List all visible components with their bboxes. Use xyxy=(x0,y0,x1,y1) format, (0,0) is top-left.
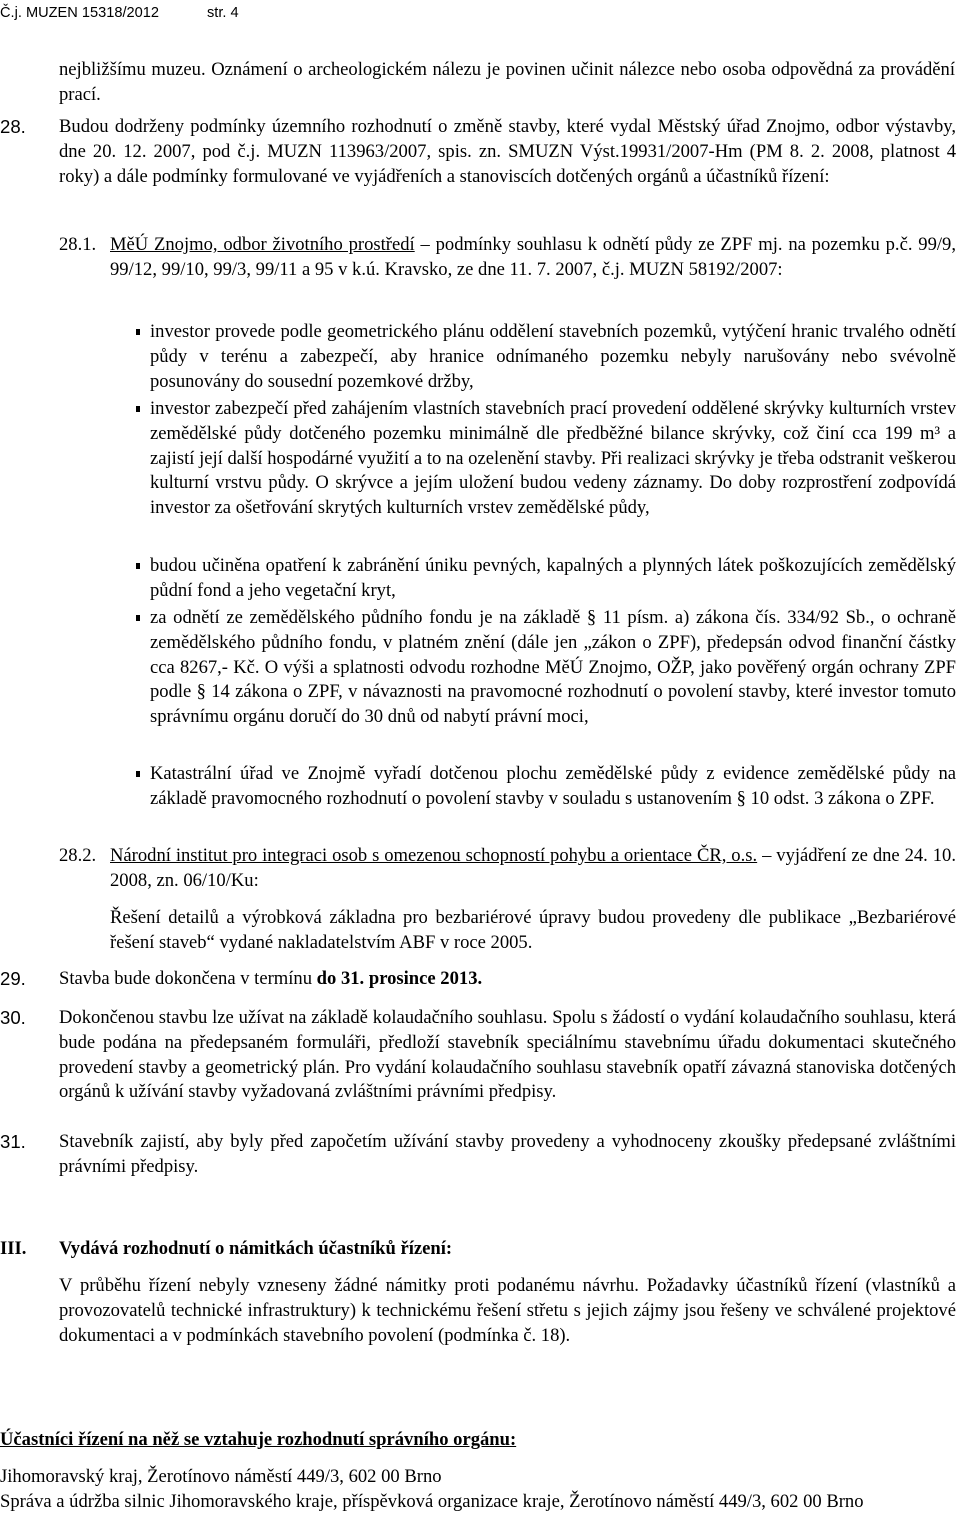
item-text: Národní institut pro integraci osob s omezenou schopností pohybu a orientace ČR, o.s. – vyjádření ze dne 24. 10. 2008, zn. 06/10/Ku: xyxy=(110,845,956,891)
participant-1: Jihomoravský kraj, Žerotínovo náměstí 449/3, 602 00 Brno xyxy=(0,1466,442,1487)
page-header xyxy=(0,3,239,23)
authority-name: Národní institut pro integraci osob s omezenou schopností pohybu a orientace ČR, o.s. xyxy=(110,845,758,866)
section-number: III. xyxy=(0,1238,27,1259)
list-item: Katastrální úřad ve Znojmě vyřadí dotčenou plochu zemědělské půdy z evidence zemědělské půdy na základě pravomocného rozhodnutí o povolení stavby v souladu s ustanovením § 10 odst. 3 zákona o ZPF. xyxy=(150,762,956,812)
item-number: 30. xyxy=(0,1007,26,1028)
authority-name: MěÚ Znojmo, odbor životního prostředí xyxy=(110,234,415,255)
item-number: 28.1. xyxy=(59,234,97,255)
section-3-heading xyxy=(0,1237,956,1262)
intro-paragraph: nejbližšímu muzeu. Oznámení o archeologickém nálezu je povinen učinit nálezce nebo osoba odpovědná za provádění prací. xyxy=(59,59,955,105)
bullet-icon xyxy=(136,563,140,569)
item-29 xyxy=(0,967,956,992)
participants-heading: Účastníci řízení na něž se vztahuje rozhodnutí správního orgánu: xyxy=(0,1429,517,1450)
bullet-icon xyxy=(136,615,140,621)
participant-2: Správa a údržba silnic Jihomoravského kraje, příspěvková organizace kraje, Žerotínovo náměstí 449/3, 602 00 Brno xyxy=(0,1491,864,1512)
item-28-2 xyxy=(59,844,956,894)
section-3-paragraph: V průběhu řízení nebyly vzneseny žádné námitky proti podanému návrhu. Požadavky účastníků řízení (vlastníků a provozovatelů technické infrastruktury) k technickému řešení střetu s jejich zájmy jsou řešeny ve schválené projektové dokumentaci a v podmínkách stavebního povolení (podmínka č. 18). xyxy=(59,1275,956,1346)
item-number: 31. xyxy=(0,1131,26,1152)
item-number: 29. xyxy=(0,968,26,989)
bullet-icon xyxy=(136,406,140,412)
list-item: investor provede podle geometrického plánu oddělení stavebních pozemků, vytýčení hranic trvalého odnětí půdy v terénu a zabezpečí, aby hranice odnímaného pozemku nebyly narušovány nebo svévolně posunovány do sousední pozemkové držby, xyxy=(150,320,956,394)
page-number: str. 4 xyxy=(207,5,239,21)
item-text: Stavebník zajistí, aby byly před započetím užívání stavby provedeny a vyhodnoceny zkoušky předepsané zvláštními právními předpisy. xyxy=(59,1131,956,1177)
item-number: 28.2. xyxy=(59,845,97,866)
item-number: 28. xyxy=(0,116,26,137)
item-31 xyxy=(0,1130,956,1180)
item-28 xyxy=(0,115,956,189)
list-item: budou učiněna opatření k zabránění úniku pevných, kapalných a plynných látek poškozujících zemědělský půdní fond a jeho vegetační kryt, xyxy=(150,554,956,604)
item-text: Budou dodrženy podmínky územního rozhodnutí o změně stavby, které vydal Městský úřad Znojmo, odbor výstavby, dne 20. 12. 2007, pod č.j. MUZN 113963/2007, spis. zn. SMUZN Výst.19931/2007-Hm (PM 8. 2. 2008, platnost 4 roky) a dále podmínky formulované ve vyjádřeních a stanoviscích dotčených orgánů a účastníků řízení: xyxy=(59,116,956,187)
item-text: MěÚ Znojmo, odbor životního prostředí – podmínky souhlasu k odnětí půdy ze ZPF mj. na pozemku p.č. 99/9, 99/12, 99/10, 99/3, 99/11 a 95 v k.ú. Kravsko, ze dne 11. 7. 2007, č.j. MUZN 58192/2007: xyxy=(110,234,956,280)
item-text: Stavba bude dokončena v termínu do 31. prosince 2013. xyxy=(59,968,483,989)
document-ref: Č.j. MUZEN 15318/2012 xyxy=(0,5,159,21)
list-item: za odnětí ze zemědělského půdního fondu je na základě § 11 písm. a) zákona čís. 334/92 Sb., o ochraně zemědělského půdního fondu, v platném znění (dále jen „zákon o ZPF), předepsán odvod finanční částky cca 8267,- Kč. O výši a splatnosti odvodu rozhodne MěÚ Znojmo, OŽP, jako pověřený orgán ochrany ZPF podle § 14 zákona o ZPF, v návaznosti na pravomocné rozhodnutí o povolení stavby, které investor tomuto správnímu orgánu doručí do 30 dnů od nabytí právní moci, xyxy=(150,606,956,730)
item-28-1 xyxy=(59,233,956,283)
bullet-icon xyxy=(136,329,140,335)
item-28-2-paragraph: Řešení detailů a výrobková základna pro bezbariérové úpravy budou provedeny dle publikace „Bezbariérové řešení staveb“ vydané nakladatelstvím ABF v roce 2005. xyxy=(110,907,956,953)
section-title: Vydává rozhodnutí o námitkách účastníků řízení: xyxy=(59,1238,453,1259)
item-text: Dokončenou stavbu lze užívat na základě kolaudačního souhlasu. Spolu s žádostí o vydání kolaudačního souhlasu, která bude podána na předepsaném formuláři, předloží stavebník speciálnímu stavebnímu úřadu dokumentaci skutečného provedení stavby a geometrický plán. Pro vydání kolaudačního souhlasu stavebník opatří závazná stanoviska dotčených orgánů k užívání stavby vyžadovaná zvláštními právními předpisy. xyxy=(59,1007,956,1103)
bullet-icon xyxy=(136,771,140,777)
deadline: do 31. prosince 2013. xyxy=(316,968,483,989)
list-item: investor zabezpečí před zahájením vlastních stavebních prací provedení oddělené skrývky kulturních vrstev zemědělské půdy dotčeného pozemku minimálně dle předběžné bilance skrývky, což činí cca 199 m³ a zajistí její další hospodárné využití a to na ozelenění stavby. Při realizaci skrývky je třeba odstranit veškerou kulturní vrstvu půdy. O skrývce a jejím uložení budou vedeny záznamy. Do doby rozprostření zodpovídá investor za ošetřování skrytých kulturních vrstev zemědělské půdy, xyxy=(150,397,956,521)
item-30 xyxy=(0,1006,956,1105)
